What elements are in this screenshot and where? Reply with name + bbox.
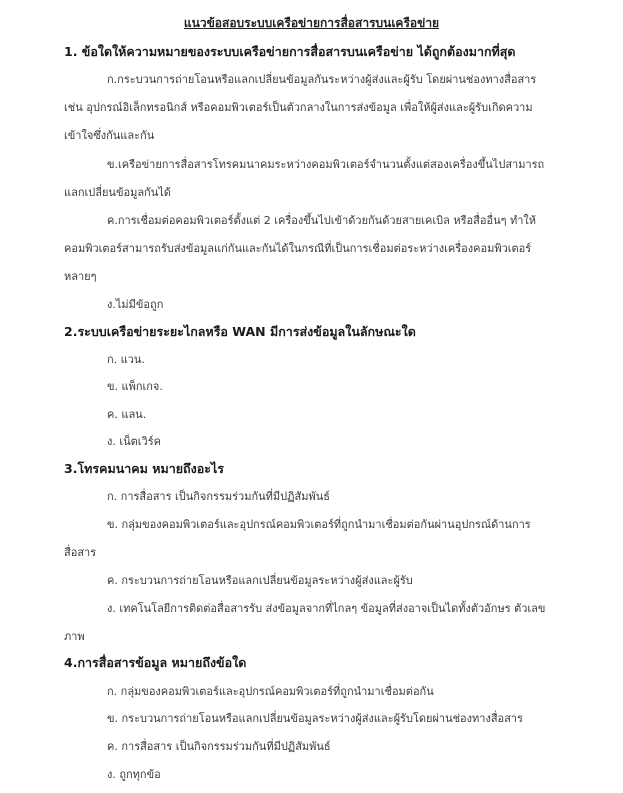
q3-option-d-line2: ภาพ <box>64 630 85 643</box>
q3-option-a: ก. การสื่อสาร เป็นกิจกรรมร่วมกันที่มีปฏิสัมพันธ์ <box>107 490 330 503</box>
q4-option-a: ก. กลุ่มของคอมพิวเตอร์และอุปกรณ์คอมพิวเตอร์ที่ถูกนำมาเชื่อมต่อกัน <box>107 685 434 698</box>
q1-option-b-line1: ข.เครือข่ายการสื่อสารโทรคมนาคมระหว่างคอมพิวเตอร์จำนวนตั้งแต่สองเครื่องขึ้นไปสามารถ <box>107 158 545 171</box>
q2-option-b: ข. แพ็กเกจ. <box>107 380 163 393</box>
q1-option-c-line1: ค.การเชื่อมต่อคอมพิวเตอร์ตั้งแต่ 2 เครื่องขึ้นไปเข้าด้วยกันด้วยสายเคเบิล หรือสื่ออื่นๆ ทำให้ <box>107 214 537 227</box>
q3-option-d-line1: ง. เทคโนโลยีการติดต่อสื่อสารรับ ส่งข้อมูลจากที่ไกลๆ ข้อมูลที่ส่งอาจเป็นไดทั้งตัวอักษร ตัวเลข <box>107 602 546 615</box>
question-2-heading: 2.ระบบเครือข่ายระยะไกลหรือ WAN มีการส่งข้อมูลในลักษณะใด <box>64 324 416 339</box>
q1-option-a-line2: เช่น อุปกรณ์อิเล็กทรอนิกส์ หรือคอมพิวเตอร์เป็นตัวกลางในการส่งข้อมูล เพื่อให้ผู้ส่งและผู้รับเกิดความ <box>64 101 533 114</box>
q1-option-c-line3: หลายๆ <box>64 270 97 283</box>
q2-option-c: ค. แลน. <box>107 408 147 421</box>
q4-option-d: ง. ถูกทุกข้อ <box>107 768 161 781</box>
q2-option-d: ง. เน็ตเวิร์ค <box>107 435 161 448</box>
document-title: แนวข้อสอบระบบเครือข่ายการสื่อสารบนเครือข่าย <box>183 16 440 30</box>
question-1-heading: 1. ข้อใดให้ความหมายของระบบเครือข่ายการสื่อสารบนเครือข่าย ได้ถูกต้องมากที่สุด <box>64 44 516 59</box>
q1-option-a-line3: เข้าใจซึ่งกันและกัน <box>64 129 155 142</box>
question-4-heading: 4.การสื่อสารข้อมูล หมายถึงข้อใด <box>64 655 247 670</box>
q3-option-b-line1: ข. กลุ่มของคอมพิวเตอร์และอุปกรณ์คอมพิวเตอร์ที่ถูกนำมาเชื่อมต่อกันผ่านอุปกรณ์ด้านการ <box>107 518 531 531</box>
q1-option-b-line2: แลกเปลี่ยนข้อมูลกันได้ <box>64 186 171 199</box>
question-3-heading: 3.โทรคมนาคม หมายถึงอะไร <box>64 461 224 476</box>
q1-option-d-line1: ง.ไม่มีข้อถูก <box>107 298 164 311</box>
q2-option-a: ก. แวน. <box>107 353 145 366</box>
q4-option-b: ข. กระบวนการถ่ายโอนหรือแลกเปลี่ยนข้อมูลระหว่างผู้ส่งและผู้รับโดยผ่านช่องทางสื่อสาร <box>107 712 523 725</box>
q4-option-c: ค. การสื่อสาร เป็นกิจกรรมร่วมกันที่มีปฏิสัมพันธ์ <box>107 740 331 753</box>
q1-option-c-line2: คอมพิวเตอร์สามารถรับส่งข้อมูลแก่กันและกันได้ในกรณีที่เป็นการเชื่อมต่อระหว่างเครื่องคอมพิวเตอร์ <box>64 242 532 255</box>
q3-option-b-line2: สื่อสาร <box>64 546 97 559</box>
q1-option-a-line1: ก.กระบวนการถ่ายโอนหรือแลกเปลี่ยนข้อมูลกันระหว่างผู้ส่งและผู้รับ โดยผ่านช่องทางสื่อสาร <box>107 73 537 86</box>
q3-option-c: ค. กระบวนการถ่ายโอนหรือแลกเปลี่ยนข้อมูลระหว่างผู้ส่งและผู้รับ <box>107 574 413 587</box>
